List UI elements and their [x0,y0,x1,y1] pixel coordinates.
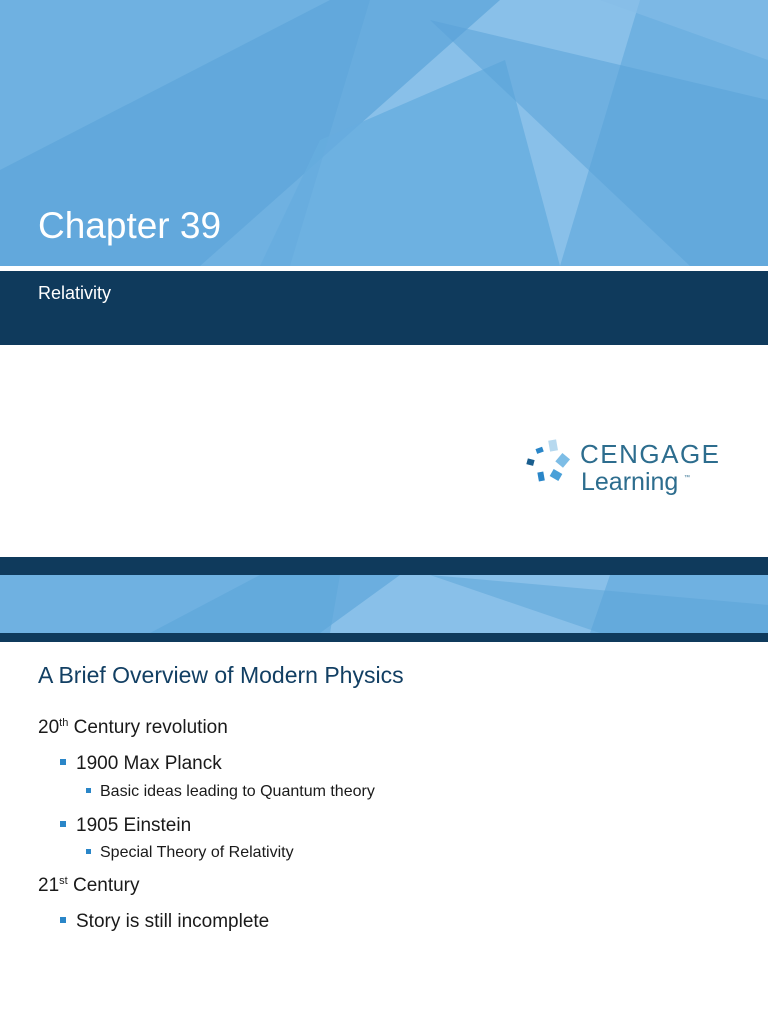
list-item [38,876,140,895]
list-item-text: Basic ideas leading to Quantum theory [100,783,375,800]
subtitle-band [0,271,768,345]
list-item-text: 1900 Max Planck [76,753,222,774]
list-item [86,784,375,800]
list-item [86,845,294,861]
logo-trademark: ™ [684,475,690,481]
header-top-band [0,557,768,575]
chapter-subtitle: Relativity [38,283,112,303]
bullet-icon [60,821,66,827]
content-slide [0,557,768,1024]
bullet-icon [86,849,91,854]
list-item-text: 1905 Einstein [76,815,192,836]
list-item [60,912,269,931]
chapter-title: Chapter 39 [38,205,222,246]
list-item-ordinal: th [59,717,69,729]
header-shapes [0,575,768,633]
bullet-icon [60,917,66,923]
bullet-icon [60,759,66,765]
list-item [38,718,228,737]
logo-text-cengage: CENGAGE [580,439,721,469]
logo-text-learning: Learning [581,468,679,496]
slide-title: A Brief Overview of Modern Physics [38,662,404,688]
list-item-number: 21 [38,875,60,896]
cengage-logo-mark-icon [524,438,572,490]
list-item-text: Special Theory of Relativity [100,844,294,861]
list-item-number: 20 [38,717,60,738]
list-item-text: Century [67,875,140,896]
list-item-text: Story is still incomplete [76,911,270,932]
list-item-ordinal: st [59,875,68,887]
bullet-icon [86,788,91,793]
list-item [60,754,222,773]
header-bottom-band [0,633,768,642]
list-item-text: Century revolution [68,717,228,738]
list-item [60,816,191,835]
header-background [0,575,768,633]
cengage-learning-logo [524,438,724,504]
